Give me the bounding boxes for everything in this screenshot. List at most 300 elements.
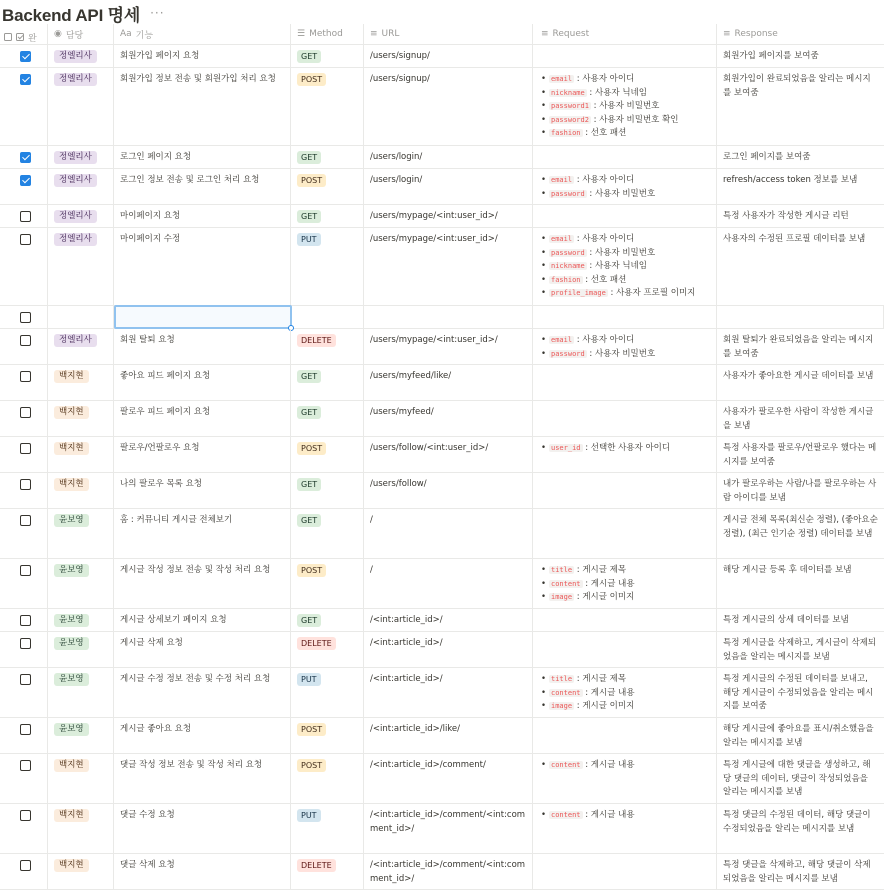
method-tag: GET	[297, 478, 321, 491]
request-cell[interactable]	[533, 68, 717, 145]
owner-tag: 윤보영	[54, 673, 89, 686]
table-row[interactable]	[0, 365, 884, 401]
owner-cell[interactable]	[48, 559, 114, 608]
feature-cell[interactable]: 홈 : 커뮤니티 게시글 전체보기	[114, 509, 291, 558]
param-desc: : 사용자 비밀번호	[586, 348, 656, 359]
request-cell[interactable]	[533, 365, 717, 400]
param-key: content	[551, 761, 581, 769]
url-cell[interactable]: /	[364, 509, 533, 558]
method-cell[interactable]	[291, 473, 364, 508]
param-key: content	[551, 688, 581, 697]
table-row[interactable]	[0, 68, 884, 146]
request-cell[interactable]	[533, 329, 717, 364]
done-checkbox[interactable]	[20, 371, 31, 382]
url-cell[interactable]: /<int:article_id>/comment/<int:comment_id>/	[364, 804, 533, 853]
owner-tag: 윤보영	[54, 514, 89, 527]
url-cell[interactable]: /<int:article_id>/	[364, 668, 533, 717]
request-param	[541, 287, 710, 301]
table-row[interactable]	[0, 146, 884, 169]
request-cell[interactable]	[533, 804, 717, 853]
feature-cell[interactable]: 댓글 삭제 요청	[114, 854, 291, 889]
header-check-label: 완	[28, 33, 37, 44]
request-param	[541, 334, 710, 348]
param-desc: : 게시글 제목	[574, 674, 627, 684]
done-cell	[0, 632, 48, 667]
done-cell	[0, 401, 48, 436]
feature-cell[interactable]: 로그인 페이지 요청	[114, 146, 291, 168]
done-cell	[0, 804, 48, 853]
method-cell[interactable]	[291, 632, 364, 667]
done-checkbox[interactable]	[20, 74, 31, 85]
feature-cell[interactable]: 회원가입 페이지 요청	[114, 45, 291, 67]
param-desc: : 사용자 비밀번호 확인	[590, 114, 679, 125]
done-cell	[0, 473, 48, 508]
feature-cell[interactable]: 마이페이지 요청	[114, 205, 291, 227]
method-cell[interactable]	[291, 306, 364, 328]
method-tag: GET	[297, 50, 321, 63]
owner-tag: 백지현	[54, 370, 89, 383]
url-cell[interactable]: /users/follow/	[364, 473, 533, 508]
owner-tag: 정엘리사	[54, 210, 97, 223]
method-cell[interactable]	[291, 609, 364, 631]
header-feature-label: 기능	[135, 30, 154, 41]
param-desc: : 사용자 비밀번호	[586, 188, 656, 199]
param-desc: : 사용자 아이디	[574, 234, 635, 244]
response-cell[interactable]: 해당 게시글에 좋아요를 표시/취소했음을 알리는 메시지를 보냄	[723, 724, 874, 748]
method-tag: POST	[297, 174, 326, 187]
param-key: password	[551, 189, 585, 198]
method-tag: PUT	[297, 809, 321, 822]
feature-cell[interactable]: 나의 팔로우 목록 요청	[114, 473, 291, 508]
table-row[interactable]	[0, 559, 884, 609]
header-method[interactable]	[291, 24, 364, 44]
done-checkbox[interactable]	[20, 479, 31, 490]
request-param	[541, 188, 710, 202]
param-key: fashion	[551, 275, 581, 284]
owner-tag: 백지현	[54, 478, 89, 491]
response-cell[interactable]: refresh/access token 정보를 보냄	[723, 175, 858, 185]
response-cell[interactable]: 사용자의 수정된 프로필 데이터를 보냄	[723, 234, 866, 244]
text-icon: ≡	[541, 29, 549, 39]
request-param	[541, 809, 710, 823]
done-cell	[0, 228, 48, 305]
header-response[interactable]	[717, 24, 884, 44]
done-checkbox[interactable]	[20, 175, 31, 186]
table-row[interactable]	[0, 854, 884, 890]
request-cell[interactable]	[533, 854, 717, 889]
param-desc: : 선택한 사용자 아이디	[582, 443, 671, 453]
url-cell[interactable]	[364, 306, 533, 328]
request-param	[541, 127, 710, 141]
table-row[interactable]	[0, 205, 884, 228]
table-row[interactable]	[0, 169, 884, 205]
param-desc: : 게시글 이미지	[574, 592, 635, 602]
done-checkbox[interactable]	[20, 152, 31, 163]
owner-cell[interactable]	[48, 365, 114, 400]
text-icon: ≡	[370, 29, 378, 39]
response-cell[interactable]: 특정 사용자가 작성한 게시글 리턴	[723, 211, 849, 221]
done-checkbox[interactable]	[20, 312, 31, 323]
done-cell	[0, 718, 48, 753]
method-cell[interactable]	[291, 228, 364, 305]
method-cell[interactable]	[291, 68, 364, 145]
feature-cell[interactable]: 게시글 수정 정보 전송 및 수정 처리 요청	[114, 668, 291, 717]
request-param	[541, 174, 710, 188]
request-list	[541, 673, 710, 714]
done-checkbox[interactable]	[20, 674, 31, 685]
owner-tag: 정엘리사	[54, 174, 97, 187]
owner-cell[interactable]	[48, 401, 114, 436]
owner-cell[interactable]	[48, 329, 114, 364]
header-check[interactable]	[0, 24, 48, 44]
feature-cell[interactable]: 게시글 상세보기 페이지 요청	[114, 609, 291, 631]
response-cell[interactable]: 특정 댓글의 수정된 데이터, 해당 댓글이 수정되었음을 알리는 메시지를 보냄	[723, 810, 871, 834]
page-title[interactable]: Backend API 명세	[2, 5, 141, 25]
param-key: image	[551, 593, 573, 601]
request-param	[541, 564, 710, 578]
param-desc: : 게시글 내용	[582, 687, 635, 698]
param-desc: : 사용자 프로필 이미지	[607, 288, 696, 298]
done-checkbox[interactable]	[20, 335, 31, 346]
owner-tag: 정엘리사	[54, 50, 97, 63]
request-cell[interactable]	[533, 609, 717, 631]
done-cell	[0, 306, 48, 328]
table-row[interactable]	[0, 668, 884, 718]
method-tag: GET	[297, 370, 321, 383]
cell-selection[interactable]	[114, 305, 292, 329]
request-cell[interactable]	[533, 228, 717, 305]
owner-cell[interactable]	[48, 306, 114, 328]
method-cell[interactable]	[291, 205, 364, 227]
request-param	[541, 578, 710, 592]
owner-cell[interactable]	[48, 509, 114, 558]
response-cell[interactable]: 특정 사용자를 팔로우/언팔로우 했다는 메시지를 보여줌	[723, 443, 877, 467]
done-checkbox[interactable]	[20, 515, 31, 526]
done-cell	[0, 509, 48, 558]
url-cell[interactable]: /users/mypage/<int:user_id>/	[364, 205, 533, 227]
done-checkbox[interactable]	[20, 860, 31, 871]
request-param	[541, 442, 710, 456]
param-key: password	[551, 248, 585, 257]
param-desc: : 사용자 아이디	[574, 175, 635, 185]
request-cell[interactable]	[533, 45, 717, 67]
param-key: content	[551, 811, 581, 819]
table-row[interactable]	[0, 718, 884, 754]
owner-tag: 윤보영	[54, 637, 89, 650]
title-icon: Aa	[120, 29, 132, 39]
request-cell[interactable]	[533, 718, 717, 753]
table-row[interactable]	[0, 754, 884, 804]
method-cell[interactable]	[291, 437, 364, 472]
param-desc: : 게시글 제목	[574, 565, 627, 575]
method-cell[interactable]	[291, 365, 364, 400]
param-desc: : 사용자 비밀번호	[590, 101, 660, 111]
method-tag: POST	[297, 564, 326, 577]
method-tag: PUT	[297, 233, 321, 246]
request-param	[541, 687, 710, 701]
method-tag: POST	[297, 73, 326, 86]
done-checkbox[interactable]	[20, 565, 31, 576]
owner-tag: 윤보영	[54, 564, 89, 577]
table-row[interactable]	[0, 306, 884, 329]
url-cell[interactable]: /users/myfeed/like/	[364, 365, 533, 400]
response-cell[interactable]: 특정 게시글을 삭제하고, 게시글이 삭제되었음을 알리는 메시지를 보냄	[723, 638, 877, 662]
table-row[interactable]	[0, 329, 884, 365]
url-cell[interactable]: /users/mypage/<int:user_id>/	[364, 329, 533, 364]
url-cell[interactable]: /<int:article_id>/comment/	[364, 754, 533, 803]
request-param	[541, 759, 710, 773]
url-cell[interactable]: /users/signup/	[364, 68, 533, 145]
owner-cell[interactable]	[48, 473, 114, 508]
owner-cell[interactable]	[48, 609, 114, 631]
request-param	[541, 73, 710, 87]
url-cell[interactable]: /users/myfeed/	[364, 401, 533, 436]
request-param	[541, 247, 710, 261]
request-param	[541, 233, 710, 247]
table-row[interactable]	[0, 473, 884, 509]
response-cell[interactable]: 사용자가 팔로우한 사람이 작성한 게시글을 보냄	[723, 407, 874, 431]
owner-cell[interactable]	[48, 228, 114, 305]
table-row[interactable]	[0, 632, 884, 668]
feature-cell[interactable]: 게시글 작성 정보 전송 및 작성 처리 요청	[114, 559, 291, 608]
request-param	[541, 673, 710, 687]
request-list	[541, 73, 710, 141]
param-desc: : 선호 패션	[582, 128, 627, 138]
request-list	[541, 809, 710, 823]
url-cell[interactable]: /users/login/	[364, 146, 533, 168]
table-row[interactable]	[0, 437, 884, 473]
param-key: nickname	[551, 262, 585, 270]
owner-cell[interactable]	[48, 205, 114, 227]
response-cell[interactable]: 게시글 전체 목록(최신순 정렬), (좋아요순 정렬), (최근 인기순 정렬) 데이터를 보냄	[723, 515, 878, 539]
done-cell	[0, 754, 48, 803]
header-owner[interactable]	[48, 24, 114, 44]
text-icon: ≡	[723, 29, 731, 39]
owner-cell[interactable]	[48, 854, 114, 889]
response-cell[interactable]: 회원가입이 완료되었음을 알리는 메시지를 보여줌	[723, 74, 871, 98]
owner-cell[interactable]	[48, 45, 114, 67]
person-icon: ◉	[54, 29, 62, 39]
header-owner-label: 담당	[65, 30, 84, 41]
feature-cell[interactable]: 게시글 삭제 요청	[114, 632, 291, 667]
request-cell[interactable]	[533, 473, 717, 508]
header-request[interactable]	[533, 24, 717, 44]
param-desc: : 게시글 이미지	[574, 701, 635, 711]
request-list	[541, 174, 710, 201]
request-cell[interactable]	[533, 401, 717, 436]
response-cell[interactable]: 특정 게시글에 대한 댓글을 생성하고, 해당 댓글의 데이터, 댓글이 작성되었음을 알리는 메시지를 보냄	[723, 760, 871, 797]
response-cell[interactable]: 특정 댓글을 삭제하고, 해당 댓글이 삭제되었음을 알리는 메시지를 보냄	[723, 860, 871, 884]
done-checkbox[interactable]	[20, 234, 31, 245]
request-cell[interactable]	[533, 205, 717, 227]
done-checkbox[interactable]	[20, 407, 31, 418]
param-key: password2	[551, 115, 589, 124]
feature-cell[interactable]: 좋아요 피드 페이지 요청	[114, 365, 291, 400]
request-list	[541, 334, 710, 361]
param-key: title	[551, 566, 573, 574]
method-cell[interactable]	[291, 668, 364, 717]
method-cell[interactable]	[291, 45, 364, 67]
param-desc: : 사용자 닉네임	[586, 261, 647, 271]
feature-cell[interactable]: 회원 탈퇴 요청	[114, 329, 291, 364]
feature-cell[interactable]: 게시글 좋아요 요청	[114, 718, 291, 753]
url-cell[interactable]: /<int:article_id>/like/	[364, 718, 533, 753]
header-feature[interactable]	[114, 24, 291, 44]
request-param	[541, 700, 710, 714]
owner-cell[interactable]	[48, 804, 114, 853]
method-cell[interactable]	[291, 509, 364, 558]
url-cell[interactable]: /<int:article_id>/	[364, 609, 533, 631]
param-desc: : 사용자 아이디	[574, 335, 635, 345]
url-cell[interactable]: /<int:article_id>/comment/<int:comment_id>/	[364, 854, 533, 889]
done-cell	[0, 146, 48, 168]
response-cell[interactable]: 내가 팔로우하는 사람/나를 팔로우하는 사람 아이디를 보냄	[723, 479, 877, 503]
url-cell[interactable]: /<int:article_id>/	[364, 632, 533, 667]
url-cell[interactable]: /users/follow/<int:user_id>/	[364, 437, 533, 472]
method-cell[interactable]	[291, 754, 364, 803]
feature-cell[interactable]: 댓글 작성 정보 전송 및 작성 처리 요청	[114, 754, 291, 803]
done-checkbox[interactable]	[20, 443, 31, 454]
database-table	[0, 24, 884, 890]
owner-tag: 정엘리사	[54, 73, 97, 86]
request-list	[541, 233, 710, 301]
done-checkbox[interactable]	[20, 51, 31, 62]
param-key: email	[551, 176, 573, 184]
checkbox-property-icon	[16, 33, 24, 41]
owner-tag: 백지현	[54, 442, 89, 455]
method-tag: DELETE	[297, 859, 336, 872]
header-url-label: URL	[381, 29, 400, 39]
response-cell[interactable]: 특정 게시글의 상세 데이터를 보냄	[723, 615, 849, 625]
owner-cell[interactable]	[48, 437, 114, 472]
done-checkbox[interactable]	[20, 724, 31, 735]
request-list	[541, 759, 710, 773]
done-checkbox[interactable]	[20, 810, 31, 821]
owner-cell[interactable]	[48, 632, 114, 667]
response-cell[interactable]: 특정 게시글의 수정된 데이터를 보내고, 해당 게시글이 수정되었음을 알리는 메시지를 보여줌	[723, 674, 874, 711]
param-key: nickname	[551, 88, 585, 97]
response-cell[interactable]: 사용자가 좋아요한 게시글 데이터를 보냄	[723, 371, 874, 381]
param-desc: : 게시글 내용	[582, 760, 635, 770]
feature-cell[interactable]: 마이페이지 수정	[114, 228, 291, 305]
method-tag: DELETE	[297, 637, 336, 650]
request-cell[interactable]	[533, 559, 717, 608]
owner-tag: 정엘리사	[54, 151, 97, 164]
method-cell[interactable]	[291, 559, 364, 608]
done-checkbox[interactable]	[20, 615, 31, 626]
request-cell[interactable]	[533, 509, 717, 558]
done-checkbox[interactable]	[20, 760, 31, 771]
param-key: email	[551, 235, 573, 243]
response-cell[interactable]: 회원가입 페이지를 보여줌	[723, 51, 819, 61]
method-cell[interactable]	[291, 329, 364, 364]
table-row[interactable]	[0, 45, 884, 68]
done-cell	[0, 365, 48, 400]
request-cell[interactable]	[533, 146, 717, 168]
url-cell[interactable]: /users/login/	[364, 169, 533, 204]
select-all-checkbox[interactable]	[4, 33, 12, 41]
method-tag: GET	[297, 210, 321, 223]
url-cell[interactable]: /users/mypage/<int:user_id>/	[364, 228, 533, 305]
done-checkbox[interactable]	[20, 638, 31, 649]
done-cell	[0, 329, 48, 364]
owner-cell[interactable]	[48, 718, 114, 753]
list-icon: ☰	[297, 29, 306, 39]
method-tag: GET	[297, 151, 321, 164]
response-cell[interactable]: 해당 게시글 등록 후 데이터를 보냄	[723, 565, 852, 575]
feature-cell[interactable]: 로그인 정보 전송 및 로그인 처리 요청	[114, 169, 291, 204]
method-cell[interactable]	[291, 401, 364, 436]
owner-tag: 윤보영	[54, 723, 89, 736]
done-cell	[0, 609, 48, 631]
param-key: profile_image	[551, 289, 606, 297]
request-cell[interactable]	[533, 169, 717, 204]
owner-cell[interactable]	[48, 169, 114, 204]
method-tag: GET	[297, 406, 321, 419]
method-cell[interactable]	[291, 146, 364, 168]
done-cell	[0, 169, 48, 204]
more-options-icon[interactable]: ···	[150, 6, 165, 20]
table-row[interactable]	[0, 509, 884, 559]
owner-cell[interactable]	[48, 668, 114, 717]
header-url[interactable]	[364, 24, 533, 44]
done-cell	[0, 205, 48, 227]
header-request-label: Request	[552, 29, 590, 39]
owner-tag: 백지현	[54, 809, 89, 822]
method-cell[interactable]	[291, 718, 364, 753]
table-row[interactable]	[0, 228, 884, 306]
method-cell[interactable]	[291, 854, 364, 889]
response-cell[interactable]	[717, 306, 884, 328]
request-cell[interactable]	[533, 437, 717, 472]
table-row[interactable]	[0, 609, 884, 632]
param-desc: : 사용자 닉네임	[586, 87, 647, 98]
done-checkbox[interactable]	[20, 211, 31, 222]
request-cell[interactable]	[533, 632, 717, 667]
owner-cell[interactable]	[48, 146, 114, 168]
feature-cell[interactable]: 댓글 수정 요청	[114, 804, 291, 853]
title-bar	[0, 0, 884, 26]
url-cell[interactable]: /	[364, 559, 533, 608]
method-tag: POST	[297, 723, 326, 736]
method-cell[interactable]	[291, 804, 364, 853]
response-cell[interactable]: 회원 탈퇴가 완료되었음을 알리는 메시지를 보여줌	[723, 335, 874, 359]
request-param	[541, 348, 710, 362]
owner-cell[interactable]	[48, 68, 114, 145]
feature-cell[interactable]: 회원가입 정보 전송 및 회원가입 처리 요청	[114, 68, 291, 145]
method-cell[interactable]	[291, 169, 364, 204]
feature-cell[interactable]: 팔로우/언팔로우 요청	[114, 437, 291, 472]
table-row[interactable]	[0, 804, 884, 854]
param-key: password1	[551, 102, 589, 110]
request-param	[541, 274, 710, 288]
request-param	[541, 260, 710, 274]
owner-cell[interactable]	[48, 754, 114, 803]
method-tag: PUT	[297, 673, 321, 686]
request-cell[interactable]	[533, 306, 717, 328]
url-cell[interactable]: /users/signup/	[364, 45, 533, 67]
param-desc: : 게시글 내용	[582, 810, 635, 820]
done-cell	[0, 437, 48, 472]
request-param	[541, 114, 710, 128]
table-row[interactable]	[0, 401, 884, 437]
request-param	[541, 591, 710, 605]
request-cell[interactable]	[533, 754, 717, 803]
request-list	[541, 442, 710, 456]
request-cell[interactable]	[533, 668, 717, 717]
feature-cell[interactable]: 팔로우 피드 페이지 요청	[114, 401, 291, 436]
response-cell[interactable]: 로그인 페이지를 보여줌	[723, 152, 811, 162]
